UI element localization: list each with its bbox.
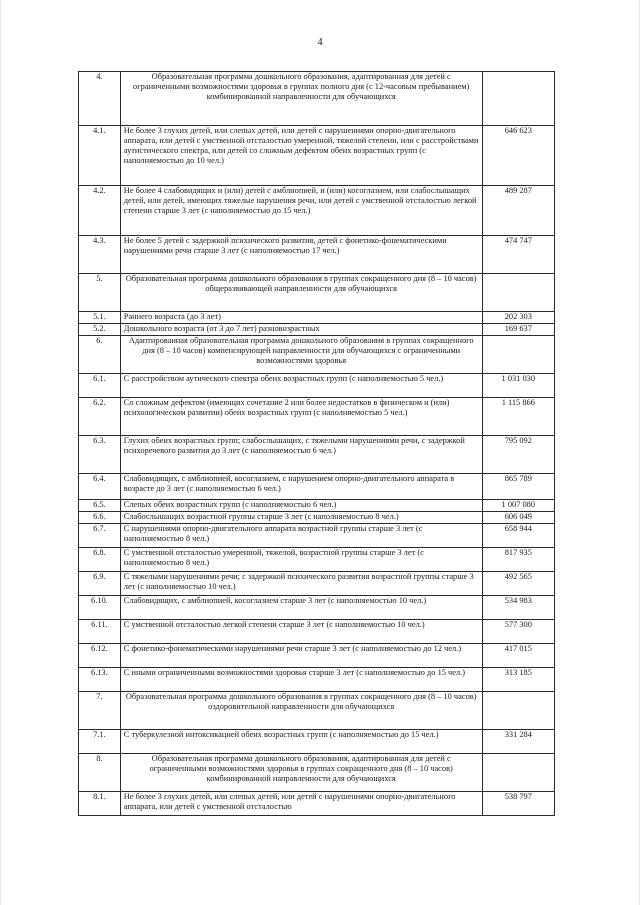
row-value: 1 115 866 [482, 398, 554, 436]
row-number: 5. [79, 274, 121, 312]
row-description: Не более 4 слабовидящих и (или) детей с амблиопией, и (или) косоглазием, или слабослышащих детей, или детей, имеющих тяжелые нарушения речи, или детей с умственной отсталостью легкой степени старше 3 лет (с наполняемостью до 15 чел.) [120, 186, 482, 236]
row-number: 7.1. [79, 730, 121, 754]
row-number: 6.3. [79, 436, 121, 474]
row-value: 658 944 [482, 524, 554, 548]
row-description: Не более 3 глухих детей, или слепых детей, или детей с нарушениями опорно-двигательного аппарата, или детей с умственной отсталостью [120, 792, 482, 816]
row-number: 6.10. [79, 596, 121, 620]
table-row [79, 186, 555, 236]
table-row [79, 312, 555, 324]
row-description: Не более 3 глухих детей, или слепых детей, или детей с нарушениями опорно-двигательного аппарата, или детей с умственной отсталостью умеренной, тяжелой степени, или с расстройствами аутистического спектра, или детей со сложным дефектом обеих возрастных групп (с наполняемостью до 10 чел.) [120, 126, 482, 186]
row-number: 6.13. [79, 668, 121, 692]
table-row [79, 754, 555, 792]
row-value: 202 303 [482, 312, 554, 324]
row-number: 6.11. [79, 620, 121, 644]
row-description: Адаптированная образовательная программа дошкольного образования в группах сокращенного дня (8 – 10 часов) компенсирующей направленности для обучающихся с ограниченными возможностями здоровья [120, 336, 482, 374]
table-row [79, 524, 555, 548]
row-description: Слепых обеих возрастных групп (с наполняемостью 6 чел.) [120, 500, 482, 512]
table-row [79, 236, 555, 274]
table-row [79, 72, 555, 126]
row-value: 331 284 [482, 730, 554, 754]
table-row [79, 474, 555, 500]
row-number: 8.1. [79, 792, 121, 816]
row-value: 313 185 [482, 668, 554, 692]
row-number: 4.2. [79, 186, 121, 236]
table-row [79, 398, 555, 436]
row-value: 534 983 [482, 596, 554, 620]
row-value: 169 637 [482, 324, 554, 336]
row-number: 4.1. [79, 126, 121, 186]
table-row [79, 274, 555, 312]
row-description: Дошкольного возраста (от 3 до 7 лет) разновозрастных [120, 324, 482, 336]
row-number: 6.1. [79, 374, 121, 398]
row-number: 8. [79, 754, 121, 792]
row-description: Образовательная программа дошкольного образования, адаптированная для детей с ограниченными возможностями здоровья в группах полного дня (с 12-часовым пребыванием) комбинированной направленности для обучающихся [120, 72, 482, 126]
row-value [482, 692, 554, 730]
table-row [79, 792, 555, 816]
table-row [79, 336, 555, 374]
row-number: 4. [79, 72, 121, 126]
row-value: 817 935 [482, 548, 554, 572]
row-description: С нарушениями опорно-двигательного аппарата возрастной группы старше 3 лет (с наполняемостью 8 чел.) [120, 524, 482, 548]
row-value: 646 623 [482, 126, 554, 186]
row-description: С умственной отсталостью легкой степени старше 3 лет (с наполняемостью 10 чел.) [120, 620, 482, 644]
scan-edge-left [0, 0, 1, 905]
row-value: 865 789 [482, 474, 554, 500]
table-row [79, 436, 555, 474]
row-number: 4.3. [79, 236, 121, 274]
row-value: 474 747 [482, 236, 554, 274]
row-description: С расстройством аутического спектра обеих возрастных групп (с наполняемостью 5 чел.) [120, 374, 482, 398]
row-value: 1 031 030 [482, 374, 554, 398]
row-number: 6.7. [79, 524, 121, 548]
row-value: 577 300 [482, 620, 554, 644]
row-number: 6. [79, 336, 121, 374]
row-value: 1 007 080 [482, 500, 554, 512]
table-row [79, 500, 555, 512]
row-value: 795 092 [482, 436, 554, 474]
row-number: 6.8. [79, 548, 121, 572]
row-number: 6.2. [79, 398, 121, 436]
row-number: 6.12. [79, 644, 121, 668]
row-value: 606 049 [482, 512, 554, 524]
table-row [79, 620, 555, 644]
row-description: Раннего возраста (до 3 лет) [120, 312, 482, 324]
table-body [79, 72, 555, 816]
row-description: С туберкулезной интоксикацией обеих возрастных групп (с наполняемостью до 15 чел.) [120, 730, 482, 754]
table-row [79, 324, 555, 336]
row-value: 538 797 [482, 792, 554, 816]
row-description: С фонетико-фонематическими нарушениями речи старше 3 лет (с наполняемостью до 12 чел.) [120, 644, 482, 668]
table-row [79, 512, 555, 524]
row-number: 6.4. [79, 474, 121, 500]
table-row [79, 730, 555, 754]
row-description: Слабовидящих, с амблиопией, косоглазием старше 3 лет (с наполняемостью 10 чел.) [120, 596, 482, 620]
row-description: Образовательная программа дошкольного образования, адаптированная для детей с ограниченными возможностями здоровья в группах сокращенного дня (8 – 10 часов) комбинированной направленности для обучающихся [120, 754, 482, 792]
table-row [79, 644, 555, 668]
row-value: 417 015 [482, 644, 554, 668]
table-row [79, 692, 555, 730]
row-value [482, 72, 554, 126]
row-value: 489 287 [482, 186, 554, 236]
row-description: Не более 5 детей с задержкой психического развития, детей с фонетико-фонематическими нарушениями речи старше 3 лет (с наполняемостью 17 чел.) [120, 236, 482, 274]
table-row [79, 126, 555, 186]
row-value: 492 565 [482, 572, 554, 596]
row-description: Слабослышащих возрастной группы старше 3 лет (с наполняемостью 8 чел.) [120, 512, 482, 524]
row-description: Образовательная программа дошкольного образования в группах сокращенного дня (8 – 10 часов) общеразвивающей направленности для обучающихся [120, 274, 482, 312]
row-value [482, 274, 554, 312]
table-row [79, 548, 555, 572]
row-description: С иными ограниченными возможностями здоровья старше 3 лет (с наполняемостью до 15 чел.) [120, 668, 482, 692]
row-description: Со сложным дефектом (имеющих сочетание 2 или более недостатков в физическом и (или) психологическом развитии) обеих возрастных групп (с наполняемостью 5 чел.) [120, 398, 482, 436]
table-row [79, 374, 555, 398]
page-number: 4 [317, 37, 323, 48]
row-value [482, 754, 554, 792]
table-row [79, 572, 555, 596]
row-number: 6.5. [79, 500, 121, 512]
row-number: 5.1. [79, 312, 121, 324]
row-description: Глухих обеих возрастных групп; слабослышащих, с тяжелыми нарушениями речи, с задержкой психоречевого развития до 3 лет (с наполняемостью 6 чел.) [120, 436, 482, 474]
row-description: Образовательная программа дошкольного образования в группах сокращенного дня (8 – 10 часов) оздоровительной направленности для обучающихся [120, 692, 482, 730]
row-description: С умственной отсталостью умеренной, тяжелой, возрастной группы старше 3 лет (с наполняемостью 8 чел.) [120, 548, 482, 572]
row-number: 6.6. [79, 512, 121, 524]
row-value [482, 336, 554, 374]
tariff-table [78, 71, 555, 816]
table-row [79, 668, 555, 692]
row-description: Слабовидящих, с амблиопией, косоглазием, с нарушением опорно-двигательного аппарата в возрасте до 3 лет (с наполняемостью 6 чел.) [120, 474, 482, 500]
row-number: 6.9. [79, 572, 121, 596]
row-description: С тяжелыми нарушениями речи; с задержкой психического развития возрастной группы старше 3 лет (с наполняемостью 10 чел.) [120, 572, 482, 596]
row-number: 5.2. [79, 324, 121, 336]
row-number: 7. [79, 692, 121, 730]
table-row [79, 596, 555, 620]
